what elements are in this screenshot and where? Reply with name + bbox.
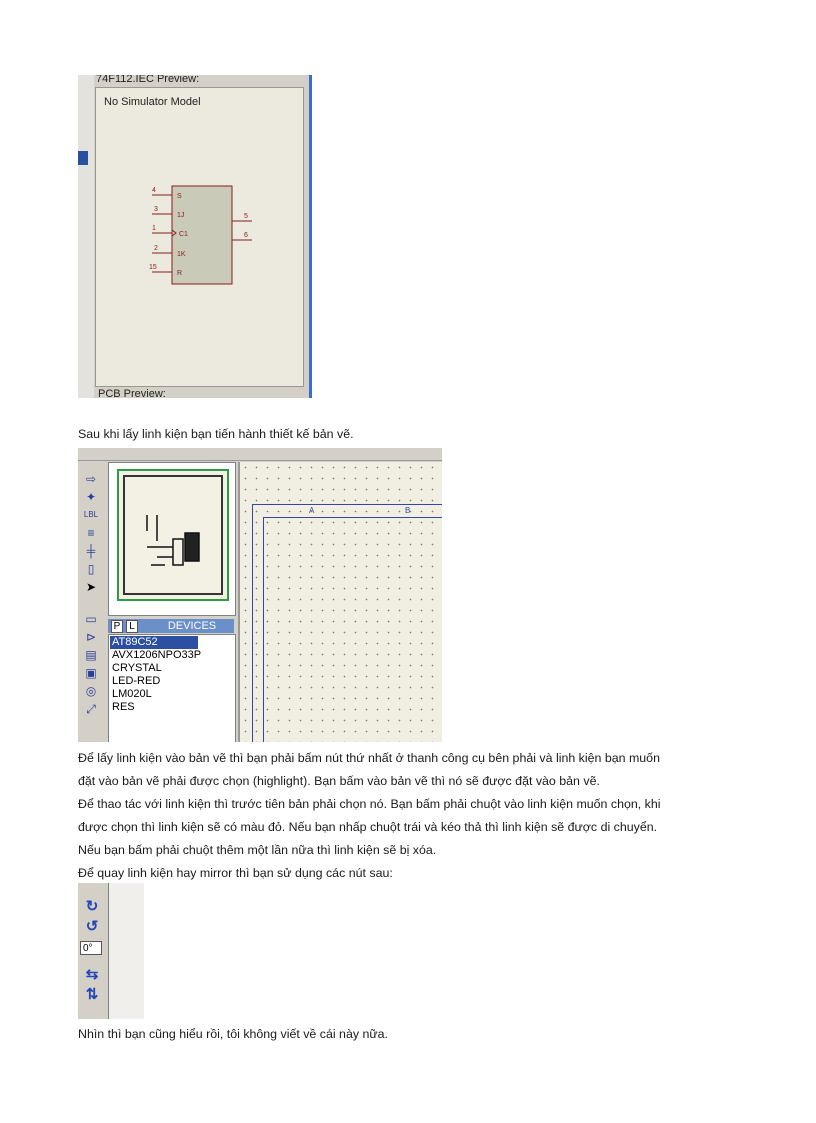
preview-left-strip — [78, 75, 94, 398]
probe-icon[interactable]: ⤢ — [86, 702, 96, 716]
pin-num-qbar: 6 — [244, 232, 248, 239]
overview-window[interactable] — [108, 462, 236, 616]
pick-device-button[interactable]: P — [111, 620, 123, 633]
preview-panel — [95, 87, 304, 387]
rotate-mirror-screenshot — [78, 883, 144, 1019]
pin-label-1j: 1J — [177, 212, 185, 219]
pin-icon[interactable]: ⊳ — [85, 630, 97, 644]
component-icon[interactable]: ⇨ — [85, 472, 97, 486]
isis-editor-screenshot — [78, 448, 442, 742]
paragraph-line: được chọn thì linh kiện sẽ có màu đỏ. Nếu bạn nhấp chuột trái và kéo thả thì linh kiện sẽ được di chuyển. — [78, 820, 658, 834]
pointer-icon[interactable]: ➤ — [85, 580, 97, 594]
device-item[interactable]: AVX1206NPO33P — [112, 649, 202, 661]
simulator-model-label: No Simulator Model — [104, 96, 201, 108]
overview-sheet — [117, 469, 229, 601]
rotate-anticlockwise-icon[interactable]: ↺ — [85, 918, 99, 935]
component-preview-screenshot — [78, 75, 312, 398]
pin-label-1k: 1K — [177, 251, 186, 258]
sheet-border — [252, 504, 442, 742]
pin-label-r: R — [177, 270, 183, 277]
pin-num-q: 5 — [244, 213, 248, 220]
pin-num-s: 4 — [152, 187, 156, 194]
devices-list — [108, 634, 236, 742]
paragraph-line: Để thao tác với linh kiện thì trước tiên bản phải chọn nó. Bạn bấm phải chuột vào linh kiện muốn chọn, khi — [78, 797, 661, 811]
caption-design: Sau khi lấy linh kiện bạn tiến hành thiết kế bản vẽ. — [78, 427, 354, 441]
selection-bar — [78, 151, 88, 165]
pin-num-1j: 3 — [154, 206, 158, 213]
column-label-b: B — [405, 506, 411, 515]
junction-icon[interactable]: ✦ — [85, 490, 97, 504]
column-label-a: A — [309, 506, 315, 515]
paragraph-line: Để lấy linh kiện vào bản vẽ thì bạn phải bấm nút thứ nhất ở thanh công cụ bên phải và linh kiện bạn muốn — [78, 751, 660, 765]
mirror-horizontal-icon[interactable]: ⇆ — [85, 966, 99, 983]
sheet-inner-border — [263, 517, 442, 742]
bus-icon[interactable]: ╪ — [86, 544, 96, 558]
mirror-vertical-icon[interactable]: ⇅ — [85, 986, 99, 1003]
device-item[interactable]: CRYSTAL — [112, 662, 162, 674]
device-selector-header — [108, 619, 234, 633]
rotate-mirror-toolbar — [78, 883, 109, 1019]
generator-icon[interactable]: ◎ — [85, 684, 97, 698]
paragraph-line: Để quay linh kiện hay mirror thì bạn sử dụng các nút sau: — [78, 866, 393, 880]
subcircuit-icon[interactable]: ▯ — [87, 562, 95, 576]
devices-title: DEVICES — [167, 620, 217, 632]
paragraph-line: Nếu bạn bấm phải chuột thêm một lần nữa thì linh kiện sẽ bị xóa. — [78, 843, 437, 857]
overview-circuit — [119, 471, 227, 599]
device-item[interactable]: LED-RED — [112, 675, 161, 687]
top-toolbar — [78, 448, 442, 461]
rotation-angle-field[interactable]: 0° — [80, 941, 102, 955]
mode-toolbar — [78, 462, 106, 742]
pin-num-r: 15 — [149, 264, 157, 271]
pin-label-c1: C1 — [179, 231, 188, 238]
pin-num-1k: 2 — [154, 245, 158, 252]
closing-sentence: Nhìn thì bạn cũng hiểu rồi, tôi không viết về cái này nữa. — [78, 1027, 388, 1041]
device-item[interactable]: AT89C52 — [110, 636, 198, 649]
preview-title: 74F112.IEC Preview: — [96, 75, 200, 85]
graph-icon[interactable]: ▤ — [85, 648, 97, 662]
pin-num-c1: 1 — [152, 225, 156, 232]
schematic-canvas[interactable] — [238, 462, 442, 742]
tape-icon[interactable]: ▣ — [85, 666, 97, 680]
label-icon[interactable]: LBL — [83, 510, 99, 519]
library-button[interactable]: L — [126, 620, 138, 633]
device-item[interactable]: LM020L — [112, 688, 152, 700]
pin-label-s: S — [177, 193, 182, 200]
pcb-preview-label: PCB Preview: — [98, 388, 166, 398]
terminal-icon[interactable]: ▭ — [85, 612, 97, 626]
flip-flop-symbol — [96, 88, 303, 386]
text-icon[interactable]: ≡ — [87, 526, 95, 540]
paragraph-line: đặt vào bản vẽ phải được chọn (highlight). Bạn bấm vào bản vẽ thì nó sẽ được đặt vào bản vẽ. — [78, 774, 600, 788]
window-edge — [309, 75, 312, 398]
device-item[interactable]: RES — [112, 701, 135, 713]
rotate-clockwise-icon[interactable]: ↻ — [85, 898, 99, 915]
